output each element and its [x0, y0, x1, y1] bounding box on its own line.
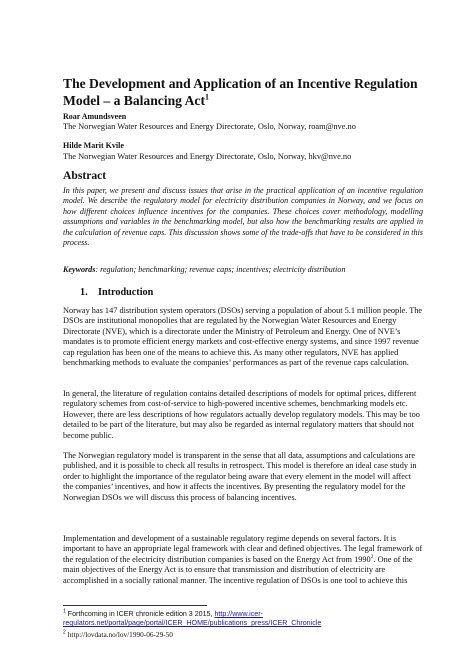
footnote-1-text: Forthcoming in ICER chronicle edition 3 2015, [67, 610, 215, 618]
author-name-1: Roar Amundsveen [63, 112, 127, 121]
section-number: 1. [80, 287, 88, 298]
keywords-text: : regulation; benchmarking; revenue caps; incentives; electricity distribution [95, 265, 346, 274]
author-affiliation-2: The Norwegian Water Resources and Energy Directorate, Oslo, Norway, hkv@nve.no [63, 152, 352, 161]
intro-paragraph-4-before: Implementation and development of a sustainable regulatory regime depends on several factors. It is important to have an appropriate legal framework with clear and defined objectives. The legal framework of the regulation of the electricity distribution companies is based on the Energy Act from 1990 [63, 534, 423, 564]
intro-paragraph-2: In general, the literature of regulation contains detailed descriptions of models for optimal prices, different regulatory schemes from cost-of-service to high-powered incentive schemes, benchmarking models etc. However, there are less descriptions of how regulators actually develop regulatory models. This may be too detailed to be part of the literature, but may also be regarded as internal regulatory matters that should not become public. [63, 389, 420, 440]
footnote-ref-2: 2 [370, 554, 374, 561]
footnote-2-mark: 2 [63, 629, 66, 636]
intro-paragraph-3: The Norwegian regulatory model is transparent in the sense that all data, assumptions and calculations are published, and it is possible to check all results in retrospect. This model is therefore an ideal case study in order to highlight the importance of the regulator being aware that every element in the model will affect the companies’ incentives, and how it affects the incentives. By presenting the regulatory model for the Norwegian DSOs we will discuss this process of balancing incentives. [63, 451, 417, 502]
footnote-1-mark: 1 [63, 608, 66, 615]
footnote-2 [63, 630, 423, 640]
paper-title-text: The Development and Application of an Incentive Regulation Model – a Balancing Act [63, 76, 418, 108]
author-affiliation-1: The Norwegian Water Resources and Energy Directorate, Oslo, Norway, roam@nve.no [63, 122, 356, 131]
abstract-text: In this paper, we present and discuss issues that arise in the practical application of an incentive regulation model. We describe the regulatory model for electricity distribution companies in Norway, and we focus on how different choices influence incentives for the companies. These choices cover methodology, modelling assumptions and variables in the benchmarking model, but also how the benchmarking results are applied in the calculation of revenue caps. This discussion shows some of the trade-offs that have to be considered in this process. [63, 186, 423, 248]
footnote-1-link[interactable]: http://www.icer-regulators.net/portal/page/portal/ICER_HOME/publications_press/ICER_Chronicle [63, 610, 322, 628]
footnote-2-link[interactable]: http://lovdata.no/lov/1990-06-29-50 [67, 630, 173, 639]
paper-title [63, 76, 423, 109]
keywords-line [63, 265, 423, 275]
title-footnote-mark: 1 [204, 91, 209, 101]
section-title: Introduction [98, 287, 154, 298]
intro-paragraph-4 [63, 534, 423, 586]
intro-paragraph-4-after: . One of the main objectives of the Energy Act is to ensure that transmission and distribution of electricity are accomplished in a socially rational manner. The incentive regulation of DSOs is one tool to achieve this [63, 554, 413, 585]
intro-paragraph-1: Norway has 147 distribution system operators (DSOs) serving a population of about 5.1 million people. The DSOs are institutional monopolies that are regulated by the Norwegian Water Resources and Energy Directorate (NVE), which is a directorate under the Ministry of Petroleum and Energy. One of NVE’s mandates is to promote efficient energy markets and cost-effective energy systems, and since 1997 revenue cap regulation has been one of the means to achieve this. As many other regulators, NVE has applied benchmarking methods to evaluate the companies’ performances as part of the revenue caps calculation. [63, 306, 423, 368]
abstract-heading: Abstract [63, 169, 107, 182]
author-name-2: Hilde Marit Kvile [63, 141, 124, 150]
footnote-1 [63, 610, 423, 629]
section-heading-introduction [80, 287, 153, 298]
keywords-label: Keywords [63, 265, 96, 274]
footnote-separator [63, 605, 207, 606]
